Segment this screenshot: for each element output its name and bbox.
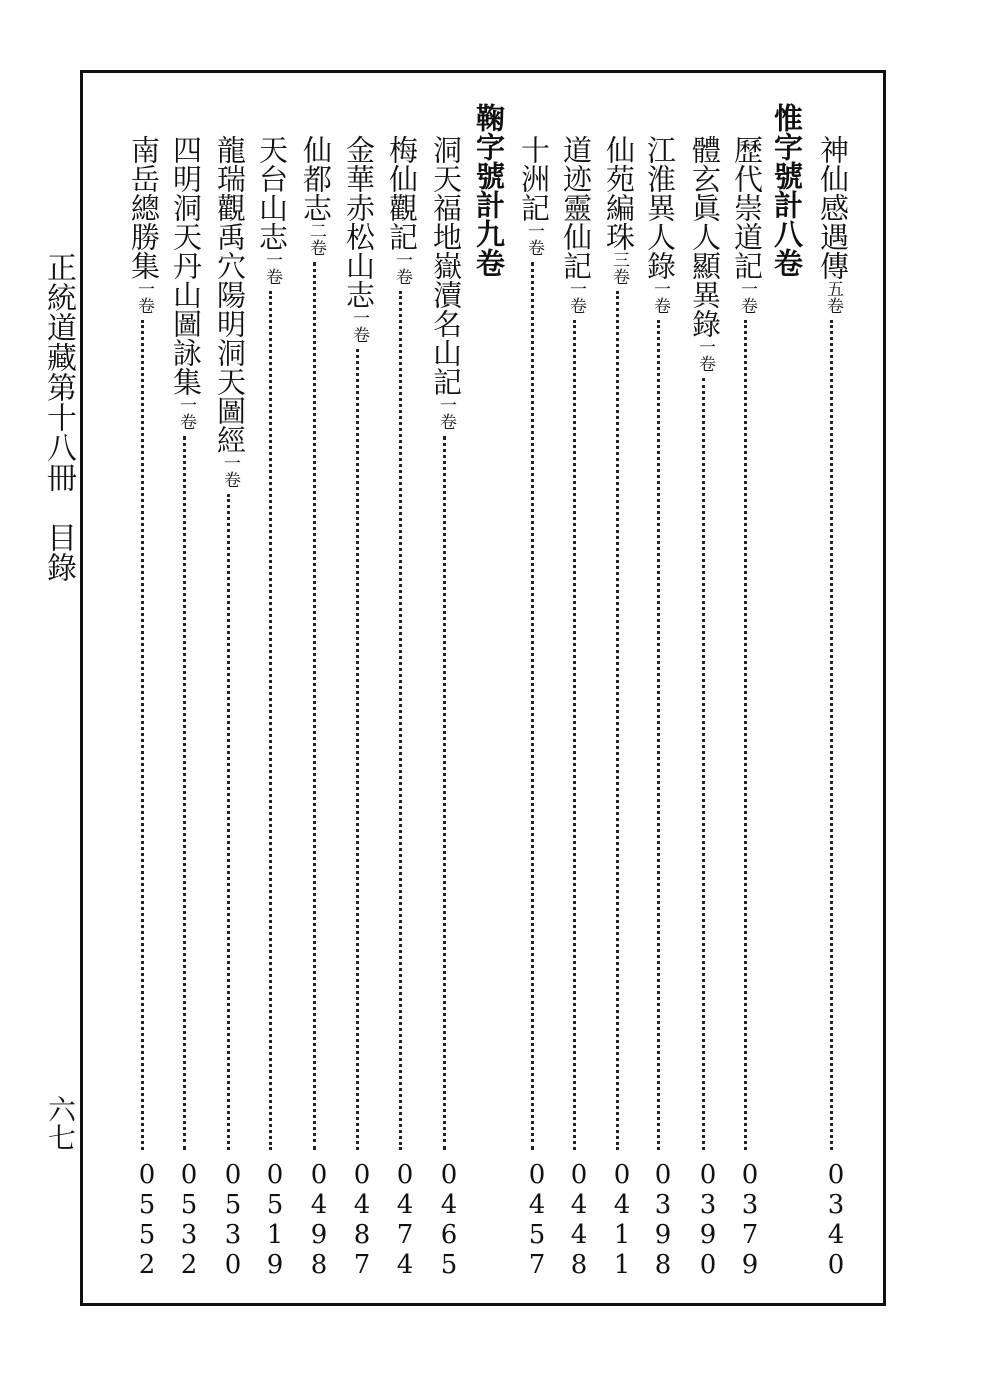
volume-count: 三卷 <box>609 251 629 285</box>
page-number: 六七 <box>44 1095 77 1151</box>
leader-dots <box>657 320 660 1150</box>
entry-page: 0519 <box>260 1160 290 1280</box>
toc-entry <box>253 125 290 1280</box>
leader-dots <box>399 291 402 1150</box>
volume-count: 一卷 <box>737 280 757 314</box>
volume-count: 一卷 <box>134 280 154 314</box>
leader-dots <box>269 291 272 1150</box>
leader-dots <box>830 320 833 1150</box>
toc-entry <box>383 125 420 1280</box>
entry-title: 南岳總勝集一卷 <box>127 135 161 314</box>
entry-title: 龍瑞觀禹穴陽明洞天圖經一卷 <box>213 135 247 488</box>
entry-title: 神仙感遇傳五卷 <box>816 135 850 314</box>
toc-entry <box>167 125 204 1280</box>
volume-count: 一卷 <box>566 280 586 314</box>
entry-title: 洞天福地嶽瀆名山記一卷 <box>429 135 463 430</box>
volume-count: 一卷 <box>349 309 369 343</box>
toc-entry <box>340 125 377 1280</box>
toc-entry <box>686 125 723 1280</box>
toc-entry <box>641 125 678 1280</box>
entry-title: 道迹靈仙記一卷 <box>559 135 593 314</box>
entry-title: 十洲記一卷 <box>517 135 551 256</box>
leader-dots <box>183 436 186 1150</box>
entry-page: 0457 <box>522 1160 552 1280</box>
running-head: 正統道藏第十八冊 目錄 <box>41 252 76 582</box>
toc-entry <box>728 125 765 1280</box>
entry-page: 0498 <box>304 1160 334 1280</box>
entry-page: 0411 <box>607 1160 637 1280</box>
entry-title: 仙都志二卷 <box>299 135 333 256</box>
leader-dots <box>227 494 230 1150</box>
toc-entry <box>125 125 162 1280</box>
entry-title: 仙苑編珠三卷 <box>602 135 636 285</box>
volume-count: 五卷 <box>823 280 843 314</box>
leader-dots <box>616 291 619 1150</box>
entry-page: 0398 <box>648 1160 678 1280</box>
toc-entry <box>297 125 334 1280</box>
entry-title: 體玄眞人顯異錄一卷 <box>688 135 722 372</box>
volume-count: 一卷 <box>524 222 544 256</box>
toc-entry <box>211 125 248 1280</box>
entry-page: 0532 <box>174 1160 204 1280</box>
leader-dots <box>702 378 705 1150</box>
toc-entry <box>427 125 464 1280</box>
leader-dots <box>141 320 144 1150</box>
entry-page: 0487 <box>347 1160 377 1280</box>
entry-title: 金華赤松山志一卷 <box>342 135 376 343</box>
section-header: 鞠字號計九卷 <box>472 103 506 277</box>
entry-page: 0379 <box>735 1160 765 1280</box>
volume-count: 一卷 <box>220 454 240 488</box>
toc-entry <box>600 125 637 1280</box>
entry-page: 0340 <box>821 1160 851 1280</box>
volume-count: 一卷 <box>695 338 715 372</box>
leader-dots <box>356 349 359 1150</box>
leader-dots <box>531 262 534 1150</box>
entry-title: 江淮異人錄一卷 <box>643 135 677 314</box>
entry-title: 四明洞天丹山圖詠集一卷 <box>169 135 203 430</box>
toc-entry <box>515 125 552 1280</box>
leader-dots <box>313 262 316 1150</box>
leader-dots <box>443 436 446 1150</box>
entry-title: 梅仙觀記一卷 <box>385 135 419 285</box>
volume-count: 一卷 <box>650 280 670 314</box>
entry-title: 歷代崇道記一卷 <box>730 135 764 314</box>
volume-count: 二卷 <box>306 222 326 256</box>
entry-page: 0474 <box>390 1160 420 1280</box>
entry-page: 0530 <box>218 1160 248 1280</box>
entry-page: 0552 <box>132 1160 162 1280</box>
entry-page: 0448 <box>564 1160 594 1280</box>
volume-count: 一卷 <box>436 396 456 430</box>
entry-page: 0465 <box>434 1160 464 1280</box>
entry-page: 0390 <box>693 1160 723 1280</box>
volume-count: 一卷 <box>262 251 282 285</box>
toc-entry <box>557 125 594 1280</box>
volume-count: 一卷 <box>176 396 196 430</box>
section-header: 惟字號計八卷 <box>770 103 804 277</box>
toc-entry <box>814 125 851 1280</box>
leader-dots <box>573 320 576 1150</box>
entry-title: 天台山志一卷 <box>255 135 289 285</box>
volume-count: 一卷 <box>392 251 412 285</box>
leader-dots <box>744 320 747 1150</box>
